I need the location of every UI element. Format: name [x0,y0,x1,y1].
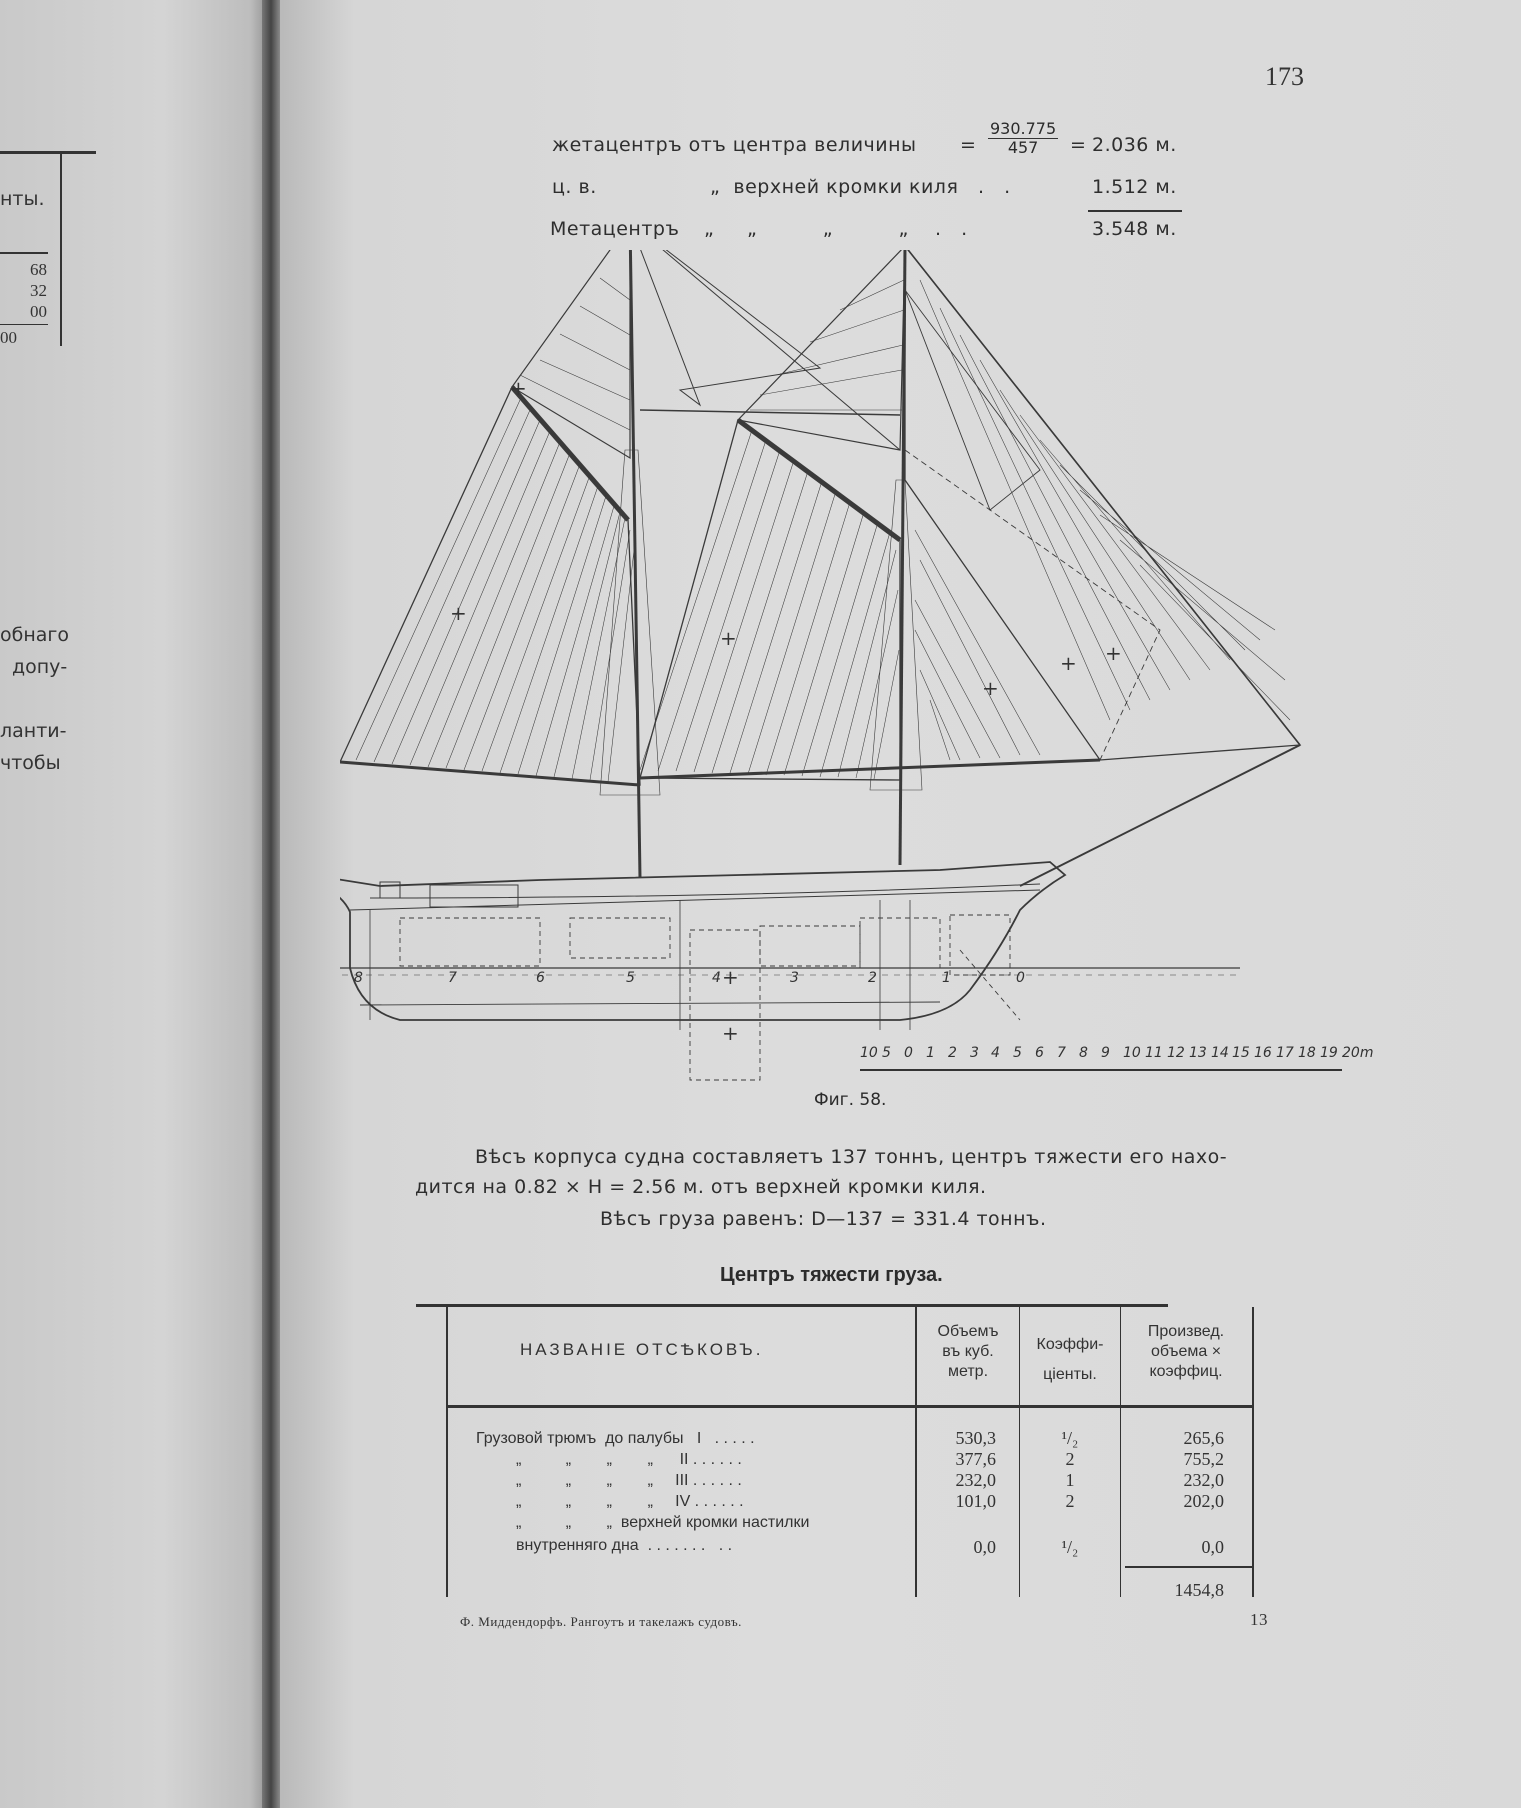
row-label: „ „ „ „ II . . . . . . [516,1451,742,1468]
station-label: 7 [448,970,457,986]
header-product-line: Произвед. [1147,1323,1225,1340]
scale-label: 11 [1145,1045,1163,1061]
total-rule [1125,1566,1252,1568]
formula-line1-result: 2.036 м. [1092,134,1177,156]
figure-caption: Фиг. 58. [814,1090,887,1110]
header-volume-line: Объемъ [937,1323,999,1340]
scale-label: 7 [1057,1045,1066,1061]
left-table-rule-3 [0,324,48,325]
scale-label: 10 [1123,1045,1141,1061]
hull [340,862,1065,1020]
svg-text:+: + [722,1021,739,1045]
footer-citation: Ф. Миддендорфъ. Рангоутъ и такелажъ судовъ. [460,1614,742,1629]
scale-label: 5 [882,1045,891,1061]
cell-product: 755,2 [1183,1449,1224,1469]
header-product [1122,1322,1250,1382]
row-label: „ „ „ „ IV . . . . . . [516,1493,744,1510]
paragraph-line: Вѣсъ груза равенъ: D—137 = 331.4 тоннъ. [600,1208,1047,1230]
equals-sign: = [1070,134,1087,156]
table-title: Центръ тяжести груза. [720,1264,943,1286]
scale-label: 9 [1101,1045,1110,1061]
cell-coef: 2 [1065,1491,1075,1511]
scale-label: 12 [1167,1045,1185,1061]
station-label: 3 [790,970,799,986]
left-number: 32 [30,281,47,300]
formula-line2-label: ц. в. [552,176,597,198]
footer-signature: 13 [1250,1610,1268,1629]
formula-line3-label: Метацентръ [550,218,680,240]
scale-label: 0 [904,1045,913,1061]
table-vrule [1252,1307,1254,1597]
formula-line1-text: жетацентръ отъ центра величины [552,134,917,156]
table-header-rule [446,1405,1254,1408]
formula-line2-text: „ верхней кромки киля . . [710,176,1011,198]
station-label: 1 [942,970,951,986]
header-volume-line: въ куб. [942,1343,994,1360]
left-text-fragment: ланти- [0,720,67,742]
table-top-rule [416,1304,1168,1307]
cell-product: 202,0 [1183,1491,1224,1511]
table-left-rule [446,1307,448,1597]
left-header-fragment: нты. [0,188,45,210]
cell-product: 0,0 [1201,1537,1224,1557]
book-gutter [262,0,282,1808]
cell-coef: 1 [1065,1470,1075,1490]
left-page [0,0,272,1808]
scale-label: 18 [1298,1045,1316,1061]
scale-label: 10 [860,1045,878,1061]
cell-volume: 530,3 [955,1428,996,1448]
cell-coef: ¹/₂ [1061,1428,1079,1448]
svg-text:+: + [1060,651,1077,675]
scale-label: 6 [1035,1045,1044,1061]
scale-label: 3 [970,1045,979,1061]
table-vrule [915,1307,917,1597]
right-page [280,0,1521,1808]
svg-text:+: + [722,965,739,989]
left-table-rule [0,151,96,154]
left-number: 00 [30,302,47,321]
left-number: 68 [30,260,47,279]
scale-label: 1 [926,1045,935,1061]
formula-fraction [988,120,1058,157]
cell-volume: 0,0 [973,1537,996,1557]
station-label: 2 [868,970,877,986]
header-product-line: коэффиц. [1149,1363,1223,1380]
cell-product: 265,6 [1183,1428,1224,1448]
cell-volume: 377,6 [955,1449,996,1469]
svg-text:+: + [720,626,737,650]
left-table-rule-2 [0,252,48,254]
left-text-fragment: обнаго [0,624,70,646]
scale-label: 14 [1211,1045,1229,1061]
scale-bar [860,1045,1380,1081]
header-volume-line: метр. [947,1363,989,1380]
station-label: 0 [1016,970,1025,986]
svg-text:+: + [450,601,467,625]
scale-label: 16 [1254,1045,1272,1061]
scale-label: 8 [1079,1045,1088,1061]
left-table-vrule [60,154,62,346]
left-text-fragment: допу- [12,656,68,678]
schooner-sail-plan [340,250,1340,1100]
station-label: 5 [626,970,635,986]
paragraph-line: дится на 0.82 × H = 2.56 м. отъ верхней кромки киля. [415,1176,987,1198]
scale-label: 5 [1013,1045,1022,1061]
scale-label: 4 [991,1045,1000,1061]
scale-label: 15 [1232,1045,1250,1061]
formula-line2-value: 1.512 м. [1092,176,1177,198]
sum-rule [1088,210,1182,212]
header-product-line: объема × [1150,1343,1222,1360]
station-label: 6 [536,970,545,986]
header-volume [920,1322,1016,1382]
header-name: НАЗВАНIЕ ОТСѢКОВЪ. [520,1340,764,1359]
cell-volume: 101,0 [955,1491,996,1511]
scale-label: 19 [1320,1045,1338,1061]
svg-text:+: + [1105,641,1122,665]
svg-text:+: + [510,376,527,400]
cell-product: 232,0 [1183,1470,1224,1490]
scale-label: 17 [1276,1045,1294,1061]
equals-sign: = [960,134,977,156]
page-number: 173 [1265,62,1304,91]
row-label: „ „ „ „ III . . . . . . [516,1472,742,1489]
formula-line3-text: „ „ „ „ . . [704,218,968,240]
scale-label: 20m [1342,1045,1374,1061]
fraction-numerator: 930.775 [990,119,1057,138]
cell-coef: 2 [1065,1449,1075,1469]
table-total: 1454,8 [1174,1580,1224,1600]
row-label: Грузовой трюмъ до палубы I . . . . . [476,1430,755,1447]
header-coef-line: Коэффи- [1036,1336,1104,1353]
cell-coef: ¹/₂ [1061,1537,1079,1557]
scale-label: 2 [948,1045,957,1061]
row-label: „ „ „ верхней кромки настилки [516,1514,810,1531]
left-text-fragment: чтобы [0,752,61,774]
station-label: 8 [354,970,363,986]
svg-text:+: + [982,676,999,700]
header-coef-line: цiенты. [1043,1366,1097,1383]
formula-line3-value: 3.548 м. [1092,218,1177,240]
scale-label: 13 [1189,1045,1207,1061]
header-coef [1020,1330,1120,1390]
paragraph-line: Вѣсъ корпуса судна составляетъ 137 тоннъ, центръ тяжести его нахо- [475,1146,1228,1168]
row-label: внутренняго дна . . . . . . . . . [516,1537,733,1554]
station-label: 4 [712,970,721,986]
left-number: 00 [0,328,17,347]
fraction-denominator: 457 [1007,138,1039,157]
table-vrule [1120,1307,1121,1597]
cell-volume: 232,0 [955,1470,996,1490]
